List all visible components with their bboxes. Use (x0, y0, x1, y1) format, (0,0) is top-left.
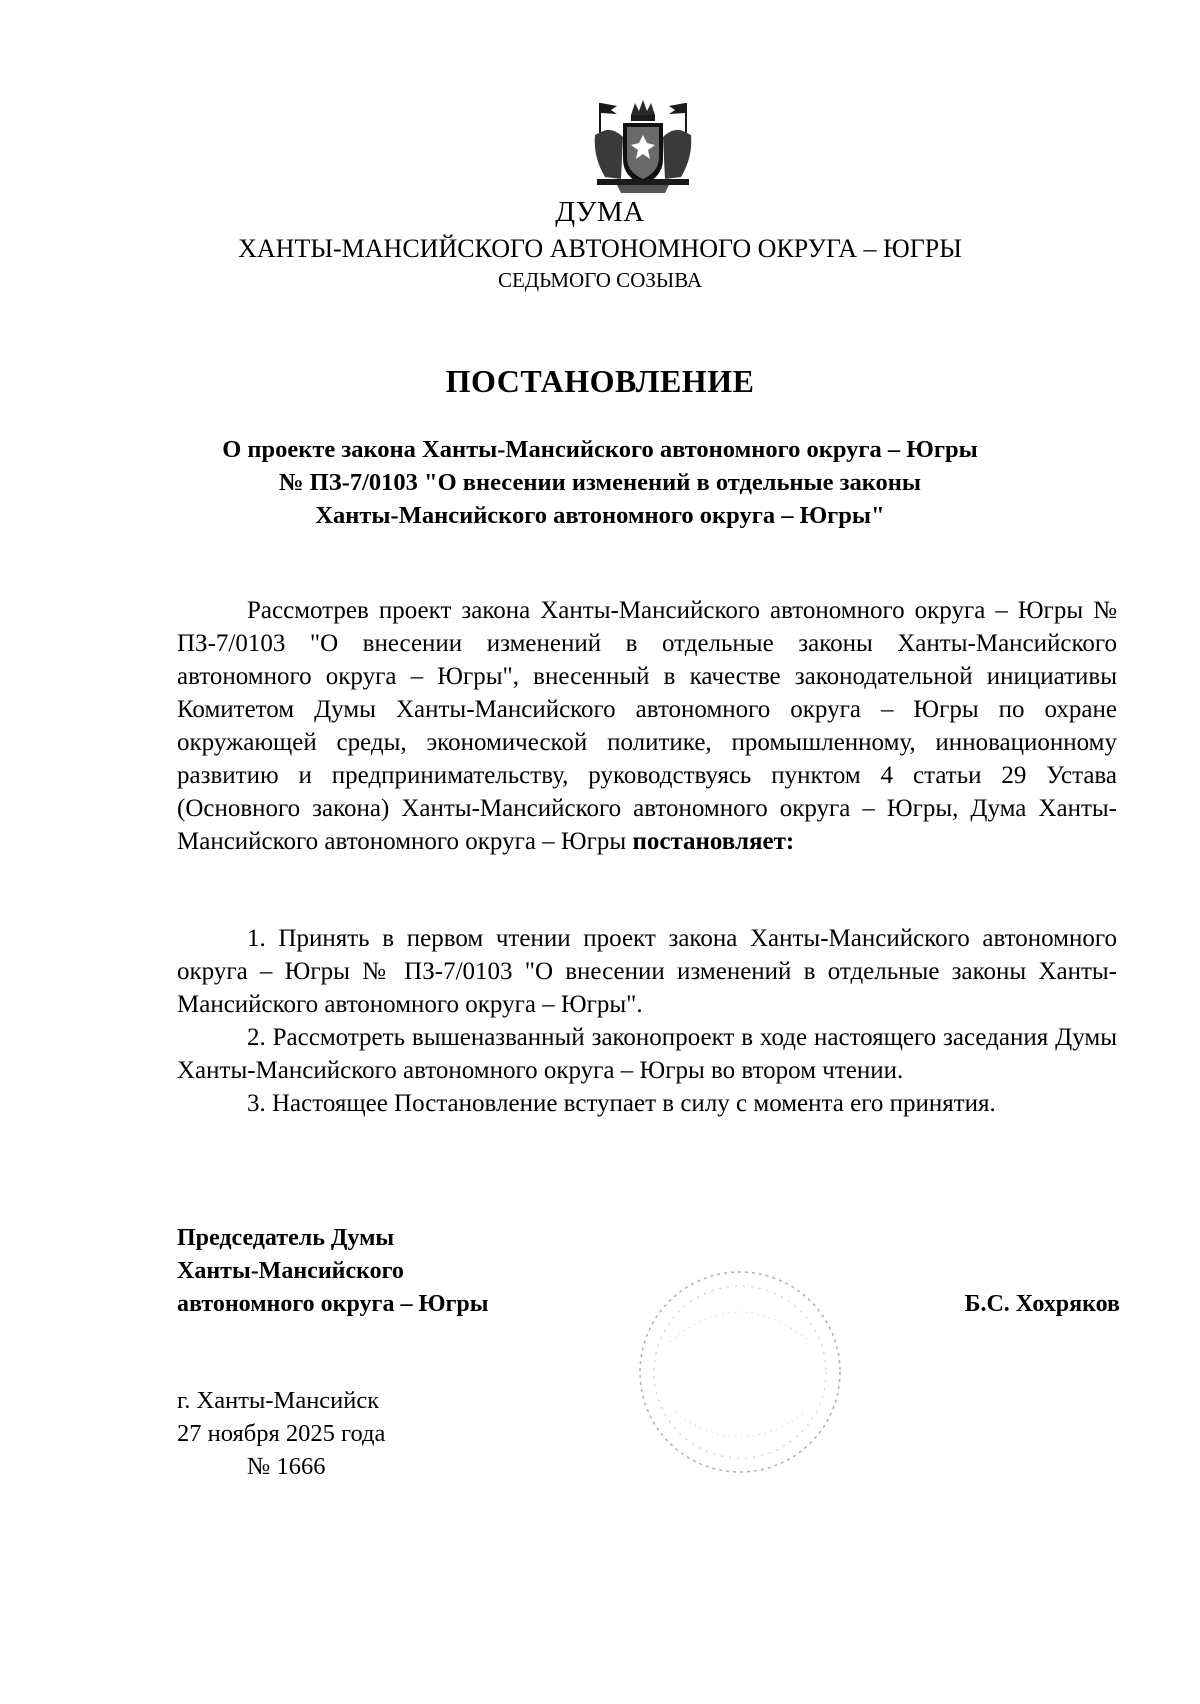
date: 27 ноября 2025 года (177, 1420, 386, 1447)
preamble-emphasis: постановляет: (632, 828, 795, 855)
subject-line: № ПЗ-7/0103 "О внесении изменений в отдельные законы (278, 469, 922, 496)
signer-name: Б.С. Хохряков (964, 1291, 1120, 1317)
position-line: Председатель Думы (177, 1225, 395, 1251)
org-convocation: СЕДЬМОГО СОЗЫВА (497, 268, 703, 292)
preamble-paragraph (177, 594, 1117, 858)
place-date-number (177, 1384, 385, 1483)
resolution-item: 2. Рассмотреть вышеназванный законопроект в ходе настоящего заседания Думы Ханты-Мансийского автономного округа – Югры во втором чтении. (177, 1024, 1117, 1084)
resolution-item: 1. Принять в первом чтении проект закона Ханты-Мансийского автономного округа – Югры № ПЗ-7/0103 "О внесении изменений в отдельные законы Ханты-Мансийского автономного округа – Югры". (177, 925, 1117, 1018)
position-line: автономного округа – Югры (177, 1291, 489, 1317)
resolution-item: 3. Настоящее Постановление вступает в силу с момента его принятия. (247, 1090, 996, 1117)
resolution-items (177, 922, 1117, 1120)
preamble-text: Рассмотрев проект закона Ханты-Мансийского автономного округа – Югры № ПЗ-7/0103 "О внесении изменений в отдельные законы Ханты-Мансийского автономного округа – Югры", внесенный в качестве законодательной инициативы Комитетом Думы Ханты-Мансийского автономного округа – Югры по охране окружающей среды, экономической политике, промышленному, инновационному развитию и предпринимательству, руководствуясь пунктом 4 статьи 29 Устава (Основного закона) Ханты-Мансийского автономного округа – Югры, Дума Ханты-Мансийского автономного округа – Югры (177, 597, 1117, 855)
org-region: ХАНТЫ-МАНСИЙСКОГО АВТОНОМНОГО ОКРУГА – ЮГРЫ (238, 234, 962, 263)
org-title: ДУМА (555, 196, 645, 228)
document-type: ПОСТАНОВЛЕНИЕ (445, 363, 755, 399)
city: г. Ханты-Мансийск (177, 1387, 380, 1414)
document-subject (150, 433, 1050, 532)
coat-of-arms-icon (587, 97, 699, 198)
subject-line: О проекте закона Ханты-Мансийского автономного округа – Югры (222, 436, 978, 463)
preamble-section (177, 594, 1117, 858)
signatory-position (177, 1222, 488, 1321)
document-number: № 1666 (247, 1453, 326, 1480)
position-line: Ханты-Мансийского (177, 1258, 404, 1284)
round-seal-icon (630, 1262, 850, 1482)
subject-line: Ханты-Мансийского автономного округа – Югры" (315, 502, 885, 529)
